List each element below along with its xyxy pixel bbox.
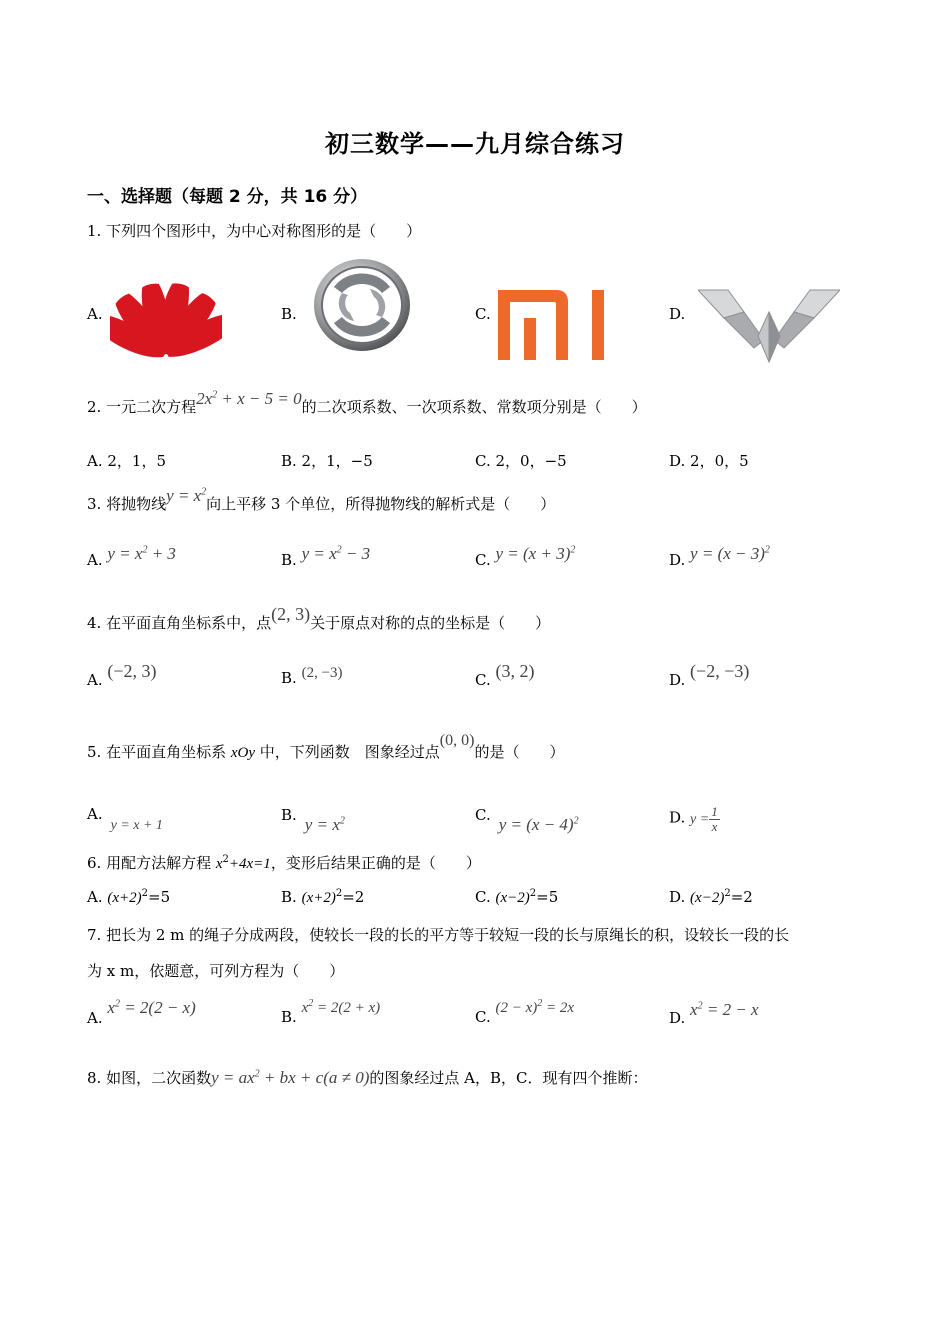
q7-a-exp: 2 bbox=[114, 998, 120, 1010]
q7-option-c-formula bbox=[496, 1000, 575, 1016]
q1-option-a-label: A. bbox=[87, 305, 103, 323]
q2-option-b: B. 2，1，−5 bbox=[281, 452, 373, 470]
q6-option-d-label: D. bbox=[669, 888, 686, 906]
q4-option-c-value: (3, 2) bbox=[495, 661, 535, 681]
q5-option-b-formula bbox=[305, 815, 345, 834]
q6-b-rest: =2 bbox=[342, 888, 365, 906]
q7-option-a-label: A. bbox=[87, 1009, 103, 1027]
q6-a-base: (x+2) bbox=[107, 890, 142, 906]
q6-stem-post: ，变形后结果正确的是（ ） bbox=[270, 854, 481, 872]
q1-option-b-label: B. bbox=[281, 305, 297, 323]
q8-stem-post: 的图象经过点 A，B，C．现有四个推断： bbox=[369, 1069, 648, 1087]
q4-option-a-label: A. bbox=[87, 671, 103, 689]
q4-option-d bbox=[669, 661, 750, 690]
q3-option-d-formula bbox=[690, 544, 770, 563]
q6-b-base: (x+2) bbox=[301, 890, 336, 906]
question-8-stem bbox=[87, 1067, 647, 1088]
q7-option-d-formula bbox=[690, 1000, 759, 1019]
q3-parabola bbox=[166, 486, 206, 505]
q3-option-a-label: A. bbox=[87, 551, 103, 569]
q1-option-d-label: D. bbox=[669, 305, 686, 323]
q5-option-a-formula: y = x + 1 bbox=[110, 818, 163, 833]
question-4-stem bbox=[87, 604, 551, 633]
q6-stem-pre: 6. 用配方法解方程 bbox=[87, 854, 216, 872]
q3-option-d-label: D. bbox=[669, 551, 686, 569]
section-heading: 一、选择题（每题 2 分，共 16 分） bbox=[87, 187, 368, 207]
q7-option-a bbox=[87, 998, 196, 1028]
q5-d-denominator: x bbox=[711, 819, 718, 834]
q3-c-base: y = (x + 3) bbox=[495, 544, 571, 563]
q3-d-exp: 2 bbox=[764, 544, 770, 556]
q8-stem-pre: 8. 如图，二次函数 bbox=[87, 1069, 212, 1087]
q5-stem-pre: 5. 在平面直角坐标系 bbox=[87, 743, 231, 761]
q6-option-d bbox=[669, 888, 753, 907]
q7-option-d bbox=[669, 1000, 759, 1028]
q8-condition: (a ≠ 0) bbox=[323, 1068, 370, 1087]
q2-stem-post: 的二次项系数、一次项系数、常数项分别是（ ） bbox=[301, 398, 647, 416]
q5-d-fraction bbox=[709, 805, 720, 834]
q3-a-base: y = x bbox=[107, 544, 143, 563]
xiaomi-logo bbox=[498, 290, 604, 360]
q7-c-exp: 2 bbox=[537, 998, 543, 1009]
q3-b-exp: 2 bbox=[336, 544, 342, 556]
q7-option-b-formula bbox=[302, 1000, 381, 1016]
question-3-stem bbox=[87, 486, 556, 514]
huawei-logo bbox=[110, 272, 222, 360]
q4-option-b-label: B. bbox=[281, 669, 297, 687]
q5-point: (0, 0) bbox=[439, 732, 475, 749]
q7-d-rest: = 2 − x bbox=[702, 1000, 759, 1019]
q5-option-c-formula bbox=[499, 815, 579, 834]
q3-option-d bbox=[669, 544, 770, 570]
q6-eq-exponent: 2 bbox=[222, 854, 229, 865]
q5-c-exp: 2 bbox=[573, 815, 579, 827]
q2-eq-part-a: 2x bbox=[196, 389, 213, 408]
q7-option-c-label: C. bbox=[475, 1008, 491, 1026]
q6-option-b-label: B. bbox=[281, 888, 297, 906]
q6-d-exp: 2 bbox=[724, 888, 731, 899]
q1-option-c-label: C. bbox=[475, 305, 491, 323]
q5-xoy: xOy bbox=[230, 745, 256, 761]
q4-stem-post: 关于原点对称的点的坐标是（ ） bbox=[310, 614, 551, 632]
q7-c-rest: = 2x bbox=[542, 1000, 575, 1016]
q5-option-d-formula bbox=[690, 804, 720, 834]
q4-point: (2, 3) bbox=[271, 604, 311, 624]
q6-eq-var: x bbox=[215, 856, 223, 872]
q2-option-a: A. 2，1，5 bbox=[87, 452, 166, 470]
q3-a-rest: + 3 bbox=[147, 544, 176, 563]
question-7-stem-line-2: 为 x m，依题意，可列方程为（ ） bbox=[87, 962, 345, 980]
q7-b-rest: = 2(2 + x) bbox=[313, 1000, 381, 1016]
q6-option-b bbox=[281, 888, 364, 907]
q7-c-base: (2 − x) bbox=[495, 1000, 538, 1016]
q5-stem-post: 的是（ ） bbox=[474, 743, 565, 761]
q5-b-base: y = x bbox=[304, 815, 340, 834]
question-6-stem bbox=[87, 852, 481, 873]
q6-option-a-label: A. bbox=[87, 888, 103, 906]
q2-option-c: C. 2，0，−5 bbox=[475, 452, 567, 470]
q3-option-c-formula bbox=[496, 544, 576, 563]
q3-option-a bbox=[87, 544, 176, 570]
q5-stem-mid: 中，下列函数 图象经过点 bbox=[255, 743, 440, 761]
q5-d-lhs: y = bbox=[690, 811, 710, 827]
q4-option-c bbox=[475, 661, 535, 690]
q8-eq-part-b: + bx + c bbox=[259, 1068, 324, 1087]
q3-option-b-formula bbox=[302, 544, 371, 563]
q5-option-c-label: C. bbox=[475, 806, 491, 824]
q5-option-c bbox=[475, 805, 579, 834]
q7-option-d-label: D. bbox=[669, 1009, 686, 1027]
q3-b-base: y = x bbox=[301, 544, 337, 563]
q6-a-exp: 2 bbox=[141, 888, 149, 899]
q6-c-base: (x−2) bbox=[495, 890, 530, 906]
q3-option-a-formula bbox=[107, 544, 176, 563]
q3-stem-pre: 3. 将抛物线 bbox=[87, 495, 167, 513]
q2-eq-part-b: + x − 5 = 0 bbox=[217, 389, 302, 408]
q7-option-b bbox=[281, 998, 381, 1027]
q4-option-a bbox=[87, 661, 157, 690]
q4-stem-pre: 4. 在平面直角坐标系中，点 bbox=[87, 614, 272, 632]
q4-option-d-label: D. bbox=[669, 671, 686, 689]
q5-option-d-label: D. bbox=[669, 808, 686, 827]
q7-option-b-label: B. bbox=[281, 1008, 297, 1026]
q4-option-a-value: (−2, 3) bbox=[107, 661, 157, 681]
question-1-stem: 1. 下列四个图形中，为中心对称图形的是（ ） bbox=[87, 222, 422, 240]
q3-option-c-label: C. bbox=[475, 551, 491, 569]
q7-a-base: x bbox=[107, 998, 115, 1017]
q3-option-b-label: B. bbox=[281, 551, 297, 569]
q4-option-b bbox=[281, 665, 343, 688]
question-2-stem bbox=[87, 389, 647, 417]
q5-c-base: y = (x − 4) bbox=[498, 815, 574, 834]
q7-option-a-formula bbox=[107, 998, 195, 1017]
q3-option-c bbox=[475, 544, 576, 570]
q3-eq-exponent: 2 bbox=[201, 486, 207, 498]
q7-d-base: x bbox=[690, 1000, 698, 1019]
q6-option-c bbox=[475, 888, 558, 907]
q3-d-base: y = (x − 3) bbox=[690, 544, 765, 563]
q5-option-a-label: A. bbox=[87, 805, 103, 823]
q3-stem-post: 向上平移 3 个单位，所得抛物线的解析式是（ ） bbox=[206, 495, 556, 513]
q3-b-rest: − 3 bbox=[341, 544, 371, 563]
q2-eq-exponent: 2 bbox=[212, 389, 218, 401]
q5-option-b-label: B. bbox=[281, 806, 297, 824]
wuling-logo bbox=[698, 288, 840, 364]
q6-option-a bbox=[87, 888, 170, 907]
q3-c-exp: 2 bbox=[570, 544, 576, 556]
q6-a-rest: =5 bbox=[148, 888, 171, 906]
q5-b-exp: 2 bbox=[339, 815, 345, 827]
q6-c-rest: =5 bbox=[536, 888, 559, 906]
q8-eq-part-a: y = ax bbox=[211, 1068, 255, 1087]
q4-option-c-label: C. bbox=[475, 671, 491, 689]
q2-option-d: D. 2，0，5 bbox=[669, 452, 749, 470]
q2-equation bbox=[196, 389, 302, 408]
q6-b-exp: 2 bbox=[335, 888, 343, 899]
question-7-stem-line-1: 7. 把长为 2 m 的绳子分成两段，使较长一段的长的平方等于较短一段的长与原绳长的积，设较长一段的长 bbox=[87, 926, 790, 944]
q5-option-b bbox=[281, 805, 345, 834]
q3-a-exp: 2 bbox=[142, 544, 148, 556]
q7-b-base: x bbox=[301, 1000, 309, 1016]
q6-option-c-label: C. bbox=[475, 888, 491, 906]
q7-a-rest: = 2(2 − x) bbox=[119, 998, 196, 1017]
page-title: 初三数学——九月综合练习 bbox=[325, 130, 625, 158]
q4-option-b-value: (2, −3) bbox=[301, 665, 343, 681]
dongfeng-logo bbox=[312, 257, 412, 353]
q5-d-numerator: 1 bbox=[711, 804, 718, 819]
q5-option-a bbox=[87, 805, 163, 833]
q8-function bbox=[211, 1068, 369, 1087]
q6-d-rest: =2 bbox=[730, 888, 753, 906]
q3-eq-base: y = x bbox=[166, 486, 202, 505]
q6-eq-rest: +4x=1 bbox=[228, 856, 271, 872]
q2-stem-pre: 2. 一元二次方程 bbox=[87, 398, 197, 416]
q4-option-d-value: (−2, −3) bbox=[690, 661, 750, 681]
q7-d-exp: 2 bbox=[697, 1000, 703, 1012]
q8-eq-exponent: 2 bbox=[254, 1068, 260, 1080]
q5-option-d bbox=[669, 805, 720, 834]
q7-b-exp: 2 bbox=[308, 998, 314, 1009]
q6-d-base: (x−2) bbox=[690, 890, 725, 906]
question-5-stem bbox=[87, 732, 565, 762]
q6-c-exp: 2 bbox=[529, 888, 537, 899]
q7-option-c bbox=[475, 998, 575, 1027]
q3-option-b bbox=[281, 544, 371, 570]
